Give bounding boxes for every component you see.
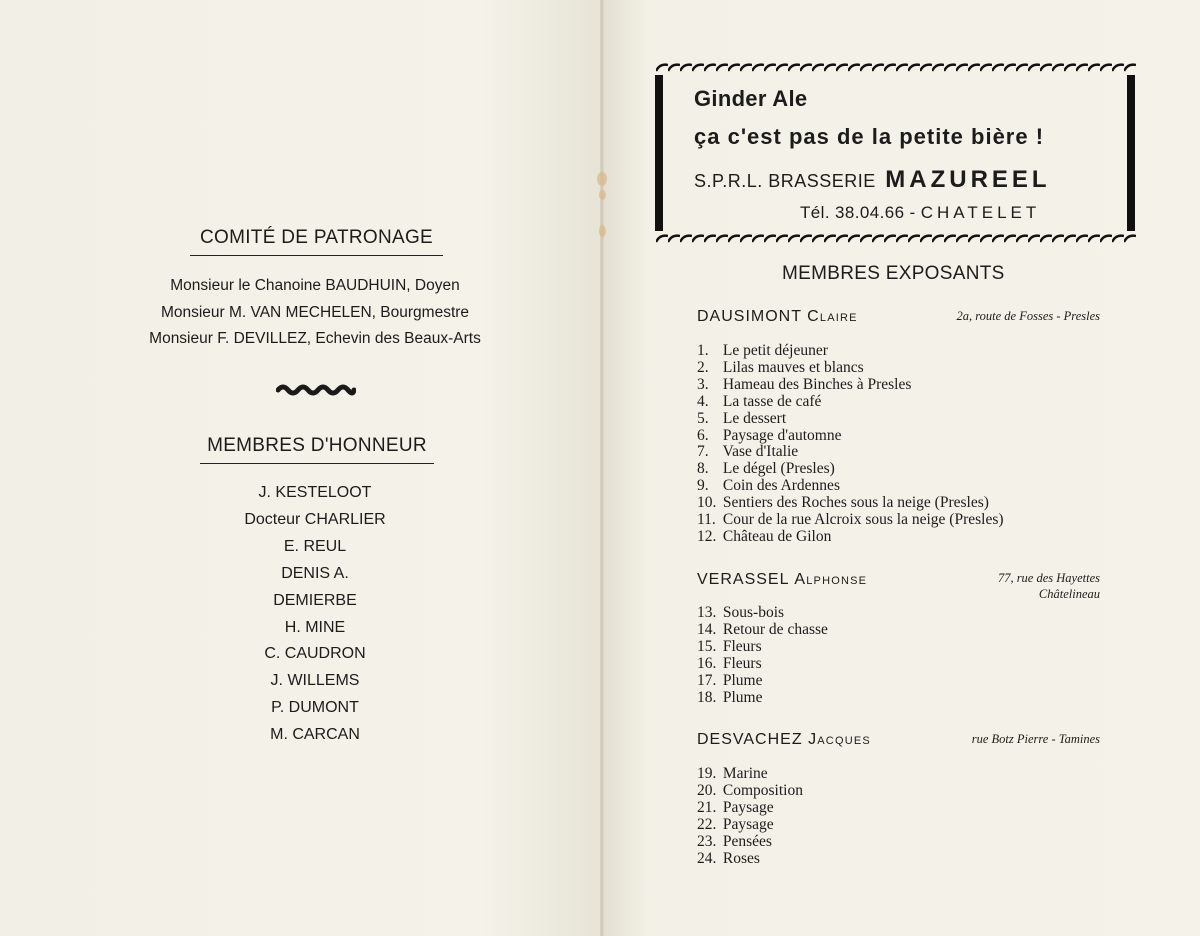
work-number: 24. bbox=[697, 849, 717, 867]
work-title: Pensées bbox=[722, 832, 772, 850]
center-fold bbox=[600, 0, 604, 936]
artist-name bbox=[697, 731, 871, 749]
work-number: 9. bbox=[697, 477, 709, 495]
list-item bbox=[697, 605, 828, 622]
patron-member: Monsieur F. DEVILLEZ, Echevin des Beaux-Arts bbox=[149, 330, 481, 347]
work-number: 13. bbox=[697, 604, 717, 621]
work-title: Paysage bbox=[722, 815, 774, 833]
work-title: Fleurs bbox=[722, 637, 762, 655]
honor-member: Docteur CHARLIER bbox=[244, 510, 386, 528]
artist-address bbox=[998, 570, 1100, 602]
work-number: 15. bbox=[697, 637, 717, 655]
work-number: 3. bbox=[697, 375, 709, 393]
work-number: 4. bbox=[697, 392, 709, 410]
patron-member: Monsieur M. VAN MECHELEN, Bourgmestre bbox=[160, 303, 470, 321]
ad-company bbox=[694, 166, 1098, 194]
list-item bbox=[697, 783, 803, 800]
list-item bbox=[697, 766, 803, 783]
list-item bbox=[697, 478, 1004, 495]
list-item bbox=[697, 428, 1004, 445]
list-item bbox=[697, 673, 828, 690]
work-title: Fleurs bbox=[722, 654, 762, 672]
ad-company-prefix: S.P.R.L. BRASSERIE bbox=[694, 171, 876, 191]
honor-member: DEMIERBE bbox=[273, 591, 357, 609]
list-item bbox=[697, 622, 828, 639]
work-number: 22. bbox=[697, 815, 717, 833]
work-number: 1. bbox=[697, 342, 709, 359]
list-item bbox=[697, 817, 803, 834]
work-title: Le dessert bbox=[722, 409, 787, 427]
honor-member: E. REUL bbox=[283, 537, 347, 555]
work-number: 19. bbox=[697, 765, 717, 782]
artist-name bbox=[697, 571, 867, 589]
honor-member: M. CARCAN bbox=[270, 726, 360, 744]
artist-address bbox=[972, 731, 1100, 747]
artist-first-name: Claire bbox=[807, 308, 858, 325]
works-list bbox=[697, 605, 828, 706]
honor-member: DENIS A. bbox=[281, 564, 349, 582]
work-title: Hameau des Binches à Presles bbox=[722, 375, 912, 393]
work-number: 7. bbox=[697, 443, 709, 461]
ad-phone: Tél. 38.04.66 - bbox=[800, 203, 916, 222]
honor-members-title: MEMBRES D'HONNEUR bbox=[200, 435, 434, 464]
address-line: 2a, route de Fosses - Presles bbox=[956, 309, 1100, 323]
paper-stain bbox=[599, 225, 606, 237]
work-title: Sous-bois bbox=[722, 604, 785, 621]
ad-border-right bbox=[1127, 75, 1135, 231]
work-number: 10. bbox=[697, 494, 717, 512]
work-number: 17. bbox=[697, 671, 717, 689]
work-number: 14. bbox=[697, 620, 717, 638]
work-title: Paysage d'automne bbox=[722, 426, 842, 444]
work-title: Composition bbox=[722, 781, 803, 799]
ad-brand-name: MAZUREEL bbox=[885, 166, 1051, 193]
artist-name bbox=[697, 308, 858, 326]
list-item bbox=[697, 377, 1004, 394]
work-number: 16. bbox=[697, 654, 717, 672]
work-number: 20. bbox=[697, 781, 717, 799]
honor-member: C. CAUDRON bbox=[264, 645, 366, 663]
honor-member: P. DUMONT bbox=[271, 699, 359, 717]
ad-border-left bbox=[655, 75, 663, 231]
honor-member: J. KESTELOOT bbox=[258, 484, 372, 501]
list-item bbox=[697, 360, 1004, 377]
honor-member: J. WILLEMS bbox=[270, 672, 360, 690]
work-number: 6. bbox=[697, 426, 709, 444]
list-item bbox=[697, 656, 828, 673]
paper-stain bbox=[597, 172, 607, 186]
list-item bbox=[697, 411, 1004, 428]
work-number: 2. bbox=[697, 358, 709, 376]
ad-product-name: Ginder Ale bbox=[694, 86, 808, 111]
exhibitors-title: MEMBRES EXPOSANTS bbox=[782, 263, 1005, 284]
artist-last-name: VERASSEL bbox=[697, 571, 789, 588]
work-title: Roses bbox=[722, 849, 760, 867]
paper-stain bbox=[599, 190, 606, 200]
works-list bbox=[697, 343, 1004, 546]
list-item bbox=[697, 851, 803, 868]
ad-city: CHATELET bbox=[920, 203, 1041, 222]
list-item bbox=[697, 495, 1004, 512]
list-item bbox=[697, 690, 828, 707]
work-title: Cour de la rue Alcroix sous la neige (Presles) bbox=[722, 511, 1004, 529]
work-title: Plume bbox=[722, 671, 763, 689]
work-title: Marine bbox=[722, 765, 768, 782]
work-title: La tasse de café bbox=[722, 392, 822, 410]
wave-ornament-icon bbox=[276, 383, 356, 397]
work-number: 12. bbox=[697, 527, 717, 545]
works-list bbox=[697, 766, 803, 867]
work-number: 8. bbox=[697, 460, 709, 478]
artist-first-name: Alphonse bbox=[794, 571, 868, 588]
list-item bbox=[697, 834, 803, 851]
rope-border-top-icon bbox=[656, 63, 1136, 73]
list-item bbox=[697, 343, 1004, 360]
artist-last-name: DAUSIMONT bbox=[697, 308, 802, 325]
honor-members-list bbox=[165, 480, 465, 749]
ad-slogan: ça c'est pas de la petite bière ! bbox=[694, 124, 1045, 149]
work-title: Sentiers des Roches sous la neige (Presles) bbox=[722, 494, 989, 512]
list-item bbox=[697, 529, 1004, 546]
list-item bbox=[697, 461, 1004, 478]
work-title: Château de Gilon bbox=[722, 527, 832, 545]
work-number: 11. bbox=[697, 511, 716, 529]
honor-member: H. MINE bbox=[284, 618, 346, 636]
work-number: 23. bbox=[697, 832, 717, 850]
work-title: Paysage bbox=[722, 798, 774, 816]
address-line: Châtelineau bbox=[1038, 587, 1100, 601]
patron-member: Monsieur le Chanoine BAUDHUIN, Doyen bbox=[170, 277, 460, 294]
work-title: Le dégel (Presles) bbox=[722, 460, 835, 478]
artist-first-name: Jacques bbox=[808, 731, 871, 748]
address-line: 77, rue des Hayettes bbox=[997, 571, 1100, 585]
list-item bbox=[697, 512, 1004, 529]
list-item bbox=[697, 800, 803, 817]
work-title: Le petit déjeuner bbox=[722, 342, 828, 359]
address-line: rue Botz Pierre - Tamines bbox=[971, 732, 1100, 746]
list-item bbox=[697, 639, 828, 656]
rope-border-bottom-icon bbox=[656, 234, 1136, 244]
work-number: 18. bbox=[697, 688, 717, 706]
work-title: Plume bbox=[722, 688, 763, 706]
work-number: 21. bbox=[697, 798, 717, 816]
work-number: 5. bbox=[697, 409, 709, 427]
work-title: Coin des Ardennes bbox=[722, 477, 840, 495]
work-title: Retour de chasse bbox=[722, 620, 828, 638]
work-title: Vase d'Italie bbox=[722, 443, 799, 461]
artist-last-name: DESVACHEZ bbox=[697, 731, 803, 748]
ad-contact bbox=[800, 203, 1040, 223]
artist-address bbox=[957, 308, 1101, 324]
patron-list bbox=[100, 273, 530, 353]
work-title: Lilas mauves et blancs bbox=[722, 358, 864, 376]
committee-title: COMITÉ DE PATRONAGE bbox=[190, 227, 443, 256]
list-item bbox=[697, 444, 1004, 461]
list-item bbox=[697, 394, 1004, 411]
